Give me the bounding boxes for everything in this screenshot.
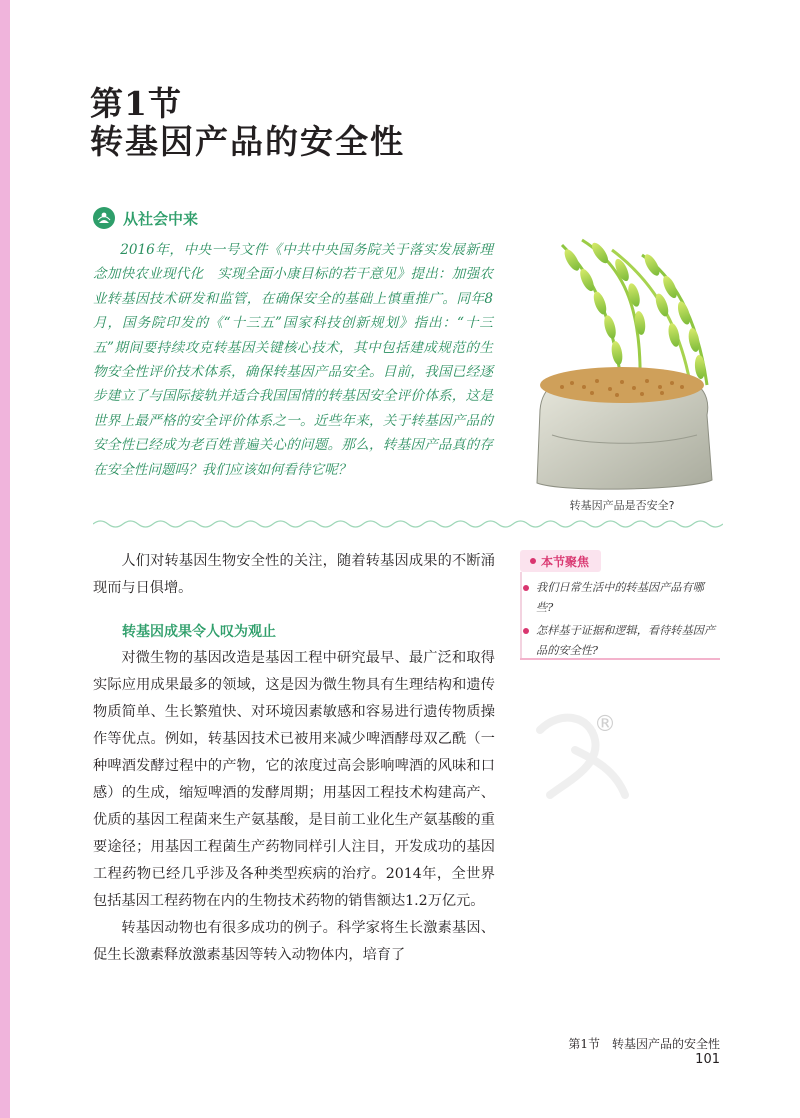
wavy-divider	[93, 518, 723, 530]
page-side-bar	[0, 0, 10, 1118]
main-text	[93, 645, 495, 969]
section-heading: 转基因成果令人叹为观止	[122, 624, 276, 640]
intro-paragraph-text: 2016年，中央一号文件《中共中央国务院关于落实发展新理念加快农业现代化 实现全面小康目标的若干意见》提出：加强农业转基因技术研发和监管，在确保安全的基础上慎重推广。同年8月，国务院印发的《“十三五”国家科技创新规划》指出：“十三五”期间要持续攻克转基因关键核心技术，其中包括建成规范的生物安全性评价技术体系，确保转基因产品安全。目前，我国已经逐步建立了与国际接轨并适合我国国情的转基因安全评价体系，这是世界上最严格的安全评价体系之一。近些年来，关于转基因产品的安全性已经成为老百姓普遍关心的问题。那么，转基因产品真的存在安全性问题吗？我们应该如何看待它呢？	[93, 242, 493, 478]
body-paragraph-2: 转基因动物也有很多成功的例子。科学家将生长激素基因、促生长激素释放激素基因等转入动物体内，培育了	[93, 920, 495, 963]
focus-item: 我们日常生活中的转基因产品有哪些?	[520, 578, 720, 618]
society-icon	[93, 207, 115, 229]
registered-mark: ®	[594, 712, 616, 737]
focus-item: 怎样基于证据和逻辑，看待转基因产品的安全性?	[520, 621, 720, 661]
focus-title-label: 本节聚焦	[541, 554, 590, 569]
publisher-watermark-icon	[520, 700, 640, 810]
page-footer	[540, 1035, 720, 1067]
focus-box	[520, 550, 720, 662]
intro-paragraph	[93, 238, 493, 482]
focus-title	[520, 550, 601, 572]
chapter-title: 转基因产品的安全性	[90, 122, 405, 161]
intro-heading-label: 从社会中来	[123, 209, 199, 228]
focus-list	[520, 578, 720, 664]
chapter-number: 第1节	[90, 84, 182, 123]
footer-section-title: 第1节 转基因产品的安全性	[568, 1037, 720, 1051]
opening-text: 人们对转基因生物安全性的关注，随着转基因成果的不断涌现而与日俱增。	[93, 553, 495, 596]
body-paragraph-1: 对微生物的基因改造是基因工程中研究最早、最广泛和取得实际应用成果最多的领域，这是因为微生物具有生理结构和遗传物质简单、生长繁殖快、对环境因素敏感和容易进行遗传物质操作等优点。例如，转基因技术已被用来减少啤酒酵母双乙酰（一种啤酒发酵过程中的产物，它的浓度过高会影响啤酒的风味和口感）的生成，缩短啤酒的发酵周期；用基因工程技术构建高产、优质的基因工程菌来生产氨基酸，是目前工业化生产氨基酸的重要途径；用基因工程菌生产药物同样引人注目，开发成功的基因工程药物已经几乎涉及各种类型疾病的治疗。2014年，全世界包括基因工程药物在内的生物技术药物的销售额达1.2万亿元。	[93, 650, 495, 909]
figure-caption: 转基因产品是否安全?	[569, 499, 675, 512]
focus-bottom-rule	[520, 658, 720, 660]
rice-sack-illustration	[522, 235, 722, 495]
opening-paragraph	[93, 548, 495, 602]
intro-heading	[93, 205, 198, 231]
page-number: 101	[695, 1052, 720, 1067]
focus-dot-icon	[530, 558, 536, 564]
